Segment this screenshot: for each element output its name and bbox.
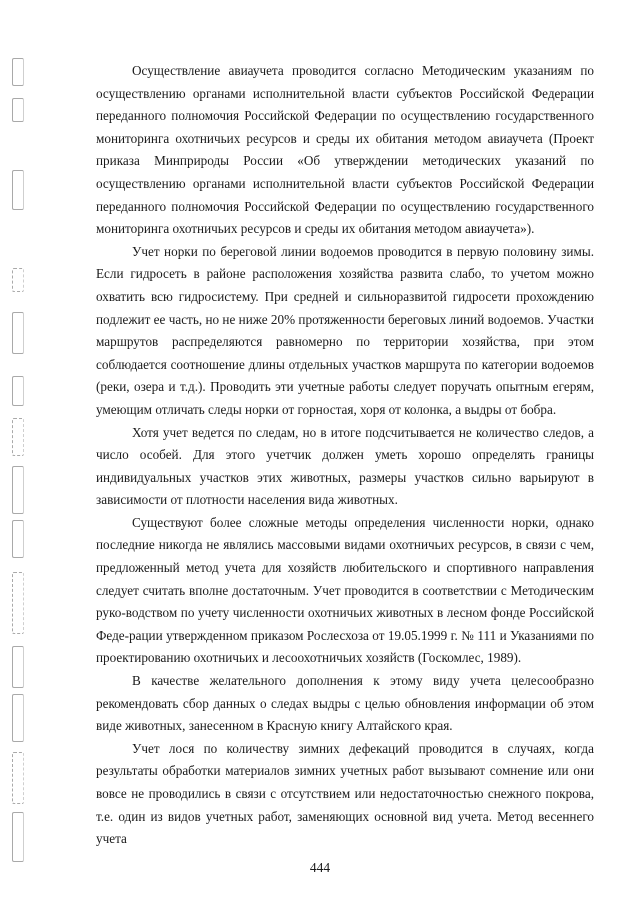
paragraph-aerial-survey: Осуществление авиаучета проводится согласно Методическим указаниям по осуществлению органами исполнительной власти субъектов Российской Федерации переданного полномочия Российской Федерации по осуществлению государственного мониторинга охотничьих ресурсов и среды их обитания методом авиаучета (Проект приказа Минприроды России «Об утверждении методических указаний по осуществлению органами исполнительной власти субъектов Российской Федерации переданного полномочия Российской Федерации по осуществлению государственного мониторинга охотничьих ресурсов и среды их обитания методом авиаучета»). <box>96 63 594 237</box>
binder-hole-mark <box>12 646 24 688</box>
binder-hole-mark <box>12 752 24 804</box>
binder-hole-mark <box>12 694 24 742</box>
binder-hole-mark <box>12 418 24 456</box>
binder-hole-mark <box>12 812 24 862</box>
paragraph-individual-count: Хотя учет ведется по следам, но в итоге подсчитывается не количество следов, а число особей. Для этого учетчик должен уметь хорошо определять границы индивидуальных участков этих животных, размеры участков сильно варьируют в зависимости от плотности населения вида животных. <box>96 424 594 508</box>
paragraph-moose-survey: Учет лося по количеству зимних дефекаций проводится в случаях, когда результаты обработки материалов зимних учетных работ вызывают сомнение или они вовсе не проводились в связи с отсутствием или недостаточностью снежного покрова, т.е. один из видов учетных работ, заменяющих основной вид учета. Метод весеннего учета <box>96 740 594 847</box>
paragraph-mink-survey: Учет норки по береговой линии водоемов проводится в первую половину зимы. Если гидросеть в районе расположения хозяйства развита слабо, то учетом можно охватить всю гидросистему. При средней и сильноразвитой гидросети прохождению подлежит ее часть, но не ниже 20% протяженности береговых линий водоемов. Участки маршрутов распределяются равномерно по территории хозяйства, при этом соблюдается соотношение длины отдельных участков маршрута по категории водоемов (реки, озера и т.д.). Проводить эти учетные работы следует поручать опытным егерям, умеющим отличать следы норки от горностая, хоря от колонка, а выдры от бобра. <box>96 243 594 417</box>
page-number: 444 <box>309 860 331 875</box>
paragraph-complex-methods: Существуют более сложные методы определения численности норки, однако последние никогда не являлись массовыми видами охотничьих ресурсов, в связи с чем, предложенный метод учета для хозяйств любительского и спортивного направления следует считать вполне достаточным. Учет проводится в соответствии с Методическим руко-водством по учету численности охотничьих животных в лесном фонде Российской Феде-рации утвержденном приказом Рослесхоза от 19.05.1999 г. № 111 и Указаниями по проектированию охотничьих и лесоохотничьих хозяйств (Госкомлес, 1989). <box>96 514 594 666</box>
binder-hole-mark <box>12 170 24 210</box>
binder-hole-mark <box>12 98 24 122</box>
binder-hole-mark <box>12 572 24 634</box>
binder-hole-mark <box>12 268 24 292</box>
binder-hole-mark <box>12 466 24 514</box>
binder-hole-mark <box>12 312 24 354</box>
binder-hole-mark <box>12 376 24 406</box>
binder-hole-mark <box>12 520 24 558</box>
binder-hole-mark <box>12 58 24 86</box>
paragraph-otter-data: В качестве желательного дополнения к этому виду учета целесообразно рекомендовать сбор данных о следах выдры с целью обновления информации об этом виде животных, занесенном в Красную книгу Алтайского края. <box>96 673 594 734</box>
body-text <box>96 60 594 851</box>
